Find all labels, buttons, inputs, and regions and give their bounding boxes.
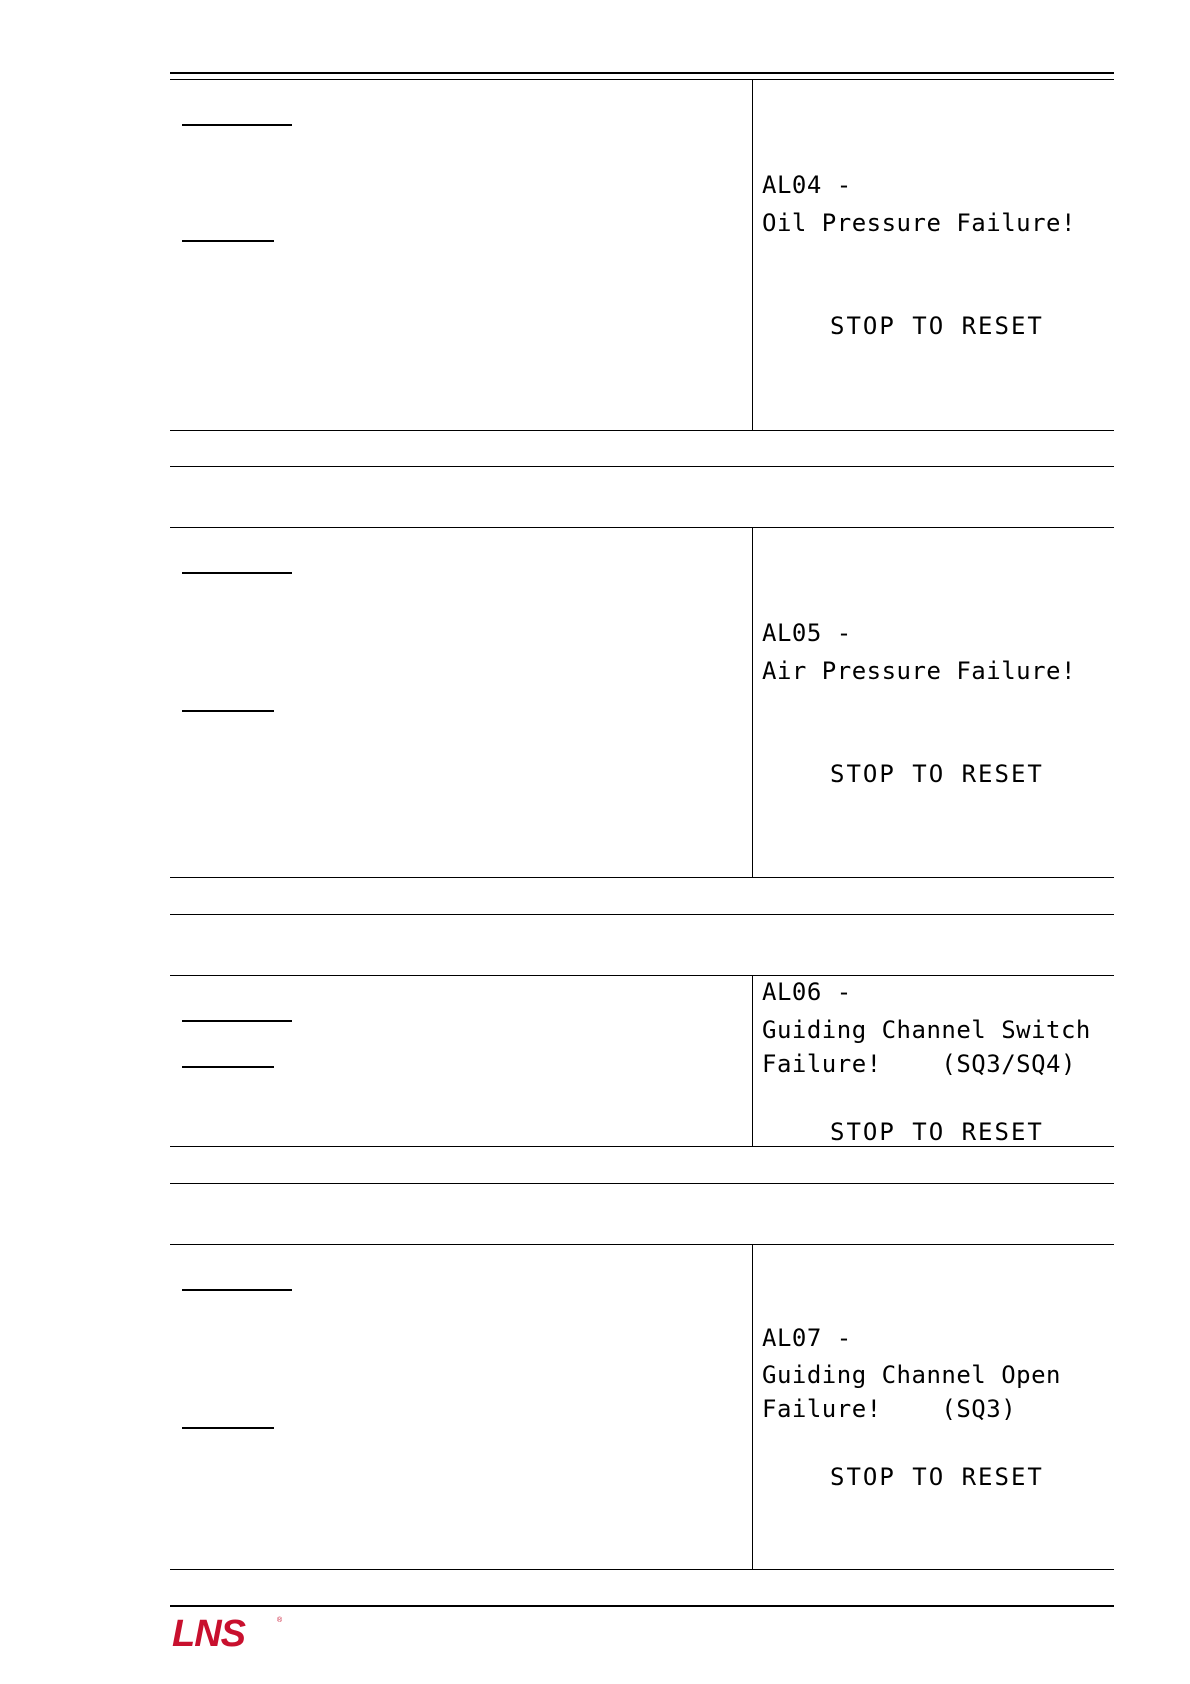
- section-bottom-rule: [170, 877, 1114, 878]
- section-separator-rule: [170, 914, 1114, 915]
- column-divider: [752, 527, 753, 877]
- lns-logo: [170, 1612, 285, 1652]
- cause-label-blank: [182, 1289, 292, 1291]
- section-separator-rule: [170, 1183, 1114, 1184]
- alarm-message-line1: Oil Pressure Failure!: [762, 209, 1076, 237]
- column-divider: [752, 80, 753, 430]
- header-rule-top: [170, 72, 1114, 74]
- section-top-rule: [170, 527, 1114, 528]
- section-bottom-rule: [170, 1146, 1114, 1147]
- section-top-rule: [170, 1244, 1114, 1245]
- section-separator-rule: [170, 466, 1114, 467]
- remedy-label-blank: [182, 1427, 274, 1429]
- alarm-reset-instruction: STOP TO RESET: [830, 760, 1044, 788]
- alarm-message-line1: Guiding Channel Switch: [762, 1016, 1091, 1044]
- remedy-label-blank: [182, 710, 274, 712]
- cause-label-blank: [182, 1020, 292, 1022]
- remedy-label-blank: [182, 240, 274, 242]
- section-bottom-rule: [170, 430, 1114, 431]
- remedy-label-blank: [182, 1066, 274, 1068]
- section-top-rule: [170, 975, 1114, 976]
- footer-rule: [170, 1605, 1114, 1607]
- alarm-reset-instruction: STOP TO RESET: [830, 312, 1044, 340]
- alarm-reset-instruction: STOP TO RESET: [830, 1463, 1044, 1491]
- alarm-message-line2: Failure! (SQ3): [762, 1395, 1017, 1423]
- cause-label-blank: [182, 124, 292, 126]
- header-rule-bottom: [170, 79, 1114, 80]
- alarm-message-line1: Air Pressure Failure!: [762, 657, 1076, 685]
- alarm-message-line1: Guiding Channel Open: [762, 1361, 1061, 1389]
- svg-text:®: ®: [277, 1617, 283, 1624]
- cause-label-blank: [182, 572, 292, 574]
- alarm-message-line2: Failure! (SQ3/SQ4): [762, 1050, 1076, 1078]
- alarm-code: AL06 -: [762, 978, 852, 1006]
- alarm-reset-instruction: STOP TO RESET: [830, 1118, 1044, 1146]
- alarm-code: AL07 -: [762, 1324, 852, 1352]
- lns-logo-lettering: LNS: [172, 1613, 245, 1652]
- section-bottom-rule: [170, 1569, 1114, 1570]
- alarm-code: AL04 -: [762, 171, 852, 199]
- column-divider: [752, 975, 753, 1146]
- alarm-code: AL05 -: [762, 619, 852, 647]
- column-divider: [752, 1244, 753, 1569]
